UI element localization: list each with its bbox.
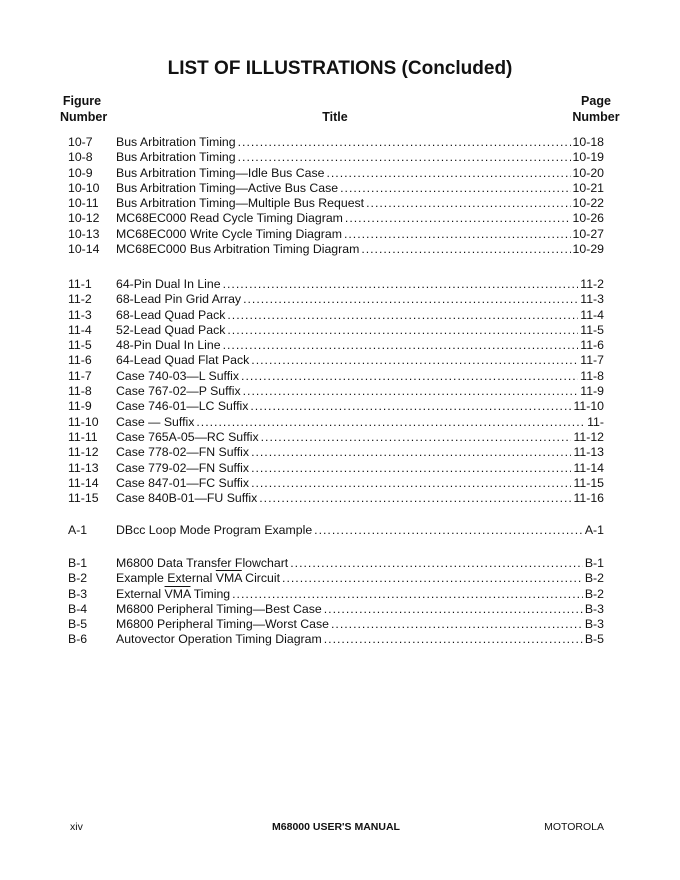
page-number: 11-9 [580,384,604,399]
figure-number: B-2 [68,571,88,586]
figure-group [68,135,604,257]
page-number: 11-2 [580,277,604,291]
dot-leader [232,587,583,602]
page-number: 11-16 [573,491,604,506]
toc-entry [68,369,604,384]
toc-entry [68,181,604,196]
toc-entry [68,384,604,399]
page-number: 11-4 [580,307,604,322]
page-number: 11-13 [573,445,604,460]
toc-entry [68,445,604,460]
toc-entry [68,491,604,506]
toc-entry [68,587,604,602]
toc-entry [68,617,604,632]
figure-number: 10-8 [68,150,93,165]
page-number: 11-10 [573,399,604,414]
figure-number: 11-6 [68,353,92,368]
toc-entry [68,150,604,165]
figure-number: 10-11 [68,196,99,211]
figure-title: MC68EC000 Read Cycle Timing Diagram [116,211,343,226]
figure-group [68,523,604,538]
page-title: LIST OF ILLUSTRATIONS (Concluded) [167,58,513,79]
figure-title: MC68EC000 Write Cycle Timing Diagram [116,226,342,241]
toc-entry [68,338,604,353]
dot-leader [290,556,583,571]
figure-title: 64-Pin Dual In Line [116,277,221,291]
dot-leader [241,369,578,384]
figure-number: 11-5 [68,338,92,353]
page-number: 11-6 [580,338,604,353]
dot-leader [314,523,583,538]
figure-title: 48-Pin Dual In Line [116,338,221,353]
figure-number: A-1 [68,523,88,537]
figure-number: 11-8 [68,384,92,399]
dot-leader [223,277,579,292]
dot-leader [251,476,571,491]
toc-entry [68,292,604,307]
dot-leader [238,150,571,165]
page-number: 10-18 [572,135,604,149]
page-number: 11-12 [573,429,604,444]
page-number: 11-7 [580,353,604,368]
toc-entry [68,135,604,150]
footer-brand: MOTOROLA [544,821,604,833]
figure-number: 11-12 [68,445,99,460]
page-number: B-2 [584,571,604,586]
page-number: 11-14 [573,460,604,475]
figure-number: B-4 [68,601,88,616]
footer-manual-title: M68000 USER'S MANUAL [272,821,400,833]
figure-title: 64-Lead Quad Flat Pack [116,353,250,368]
dot-leader [243,292,578,307]
toc-entry [68,399,604,414]
figure-number: B-1 [68,556,88,570]
figure-title: External $\overline{VMA}$ Timing [116,586,231,601]
figure-title: Bus Arbitration Timing—Active Bus Case [116,180,339,195]
toc-entry [68,308,604,323]
figure-title: 68-Lead Quad Pack [116,307,226,322]
figure-number: 11-7 [68,368,92,383]
figure-title: Example External $\overline{VMA}$ Circuit [116,571,281,586]
header-text: Page [581,94,611,108]
header-text: Number [572,110,620,124]
figure-number: B-5 [68,617,88,632]
figure-group [68,556,604,648]
toc-entry [68,430,604,445]
page-number-header [566,93,626,125]
dot-leader [250,399,571,414]
figure-title: Case — Suffix [116,414,195,429]
page-number: 11- [587,414,604,429]
figure-number: 11-9 [68,399,92,414]
figure-number: 10-14 [68,242,100,257]
page-number: 11-3 [580,292,604,307]
dot-leader [282,571,583,586]
figure-number: 11-2 [68,292,92,307]
figure-title: 52-Lead Quad Pack [116,322,226,337]
figure-number: 10-13 [68,226,100,241]
figure-number: B-3 [68,586,88,601]
dot-leader [366,196,570,211]
figure-number: 11-14 [68,475,99,490]
figure-group [68,277,604,506]
figure-title: Case 767-02—P Suffix [116,384,241,399]
figure-title: Case 778-02—FN Suffix [116,445,250,460]
toc-entry [68,166,604,181]
toc-entry [68,571,604,586]
figure-title: Bus Arbitration Timing [116,135,236,149]
dot-leader [227,323,578,338]
dot-leader [361,242,570,257]
dot-leader [238,135,571,150]
toc-entry [68,227,604,242]
dot-leader [261,430,572,445]
page-number: 11-15 [573,475,604,490]
header-text: Number [60,110,108,124]
figure-title: Bus Arbitration Timing—Multiple Bus Request [116,196,365,211]
toc-entry [68,632,604,647]
toc-entry [68,277,604,292]
page-number: 10-20 [572,165,604,180]
dot-leader [196,415,585,430]
figure-title: Bus Arbitration Timing [116,150,236,165]
dot-leader [331,617,583,632]
figure-number: 11-3 [68,307,92,322]
figure-title: M6800 Peripheral Timing—Worst Case [116,617,330,632]
dot-leader [223,338,579,353]
dot-leader [345,211,571,226]
toc-entry [68,461,604,476]
page-number: 10-19 [572,150,604,165]
page-number: 10-26 [572,211,604,226]
page-number: A-1 [584,523,604,537]
page-number: B-2 [584,586,604,601]
figure-title: M6800 Data Transfer Flowchart [116,556,289,570]
toc-entry [68,602,604,617]
toc-entry [68,196,604,211]
figure-title: M6800 Peripheral Timing—Best Case [116,601,322,616]
dot-leader [340,181,570,196]
page-number: B-3 [584,601,604,616]
dot-leader [324,632,583,647]
page-number: B-3 [584,617,604,632]
page-number: 10-27 [572,226,604,241]
toc-entry [68,211,604,226]
figure-title: Case 840B-01—FU Suffix [116,491,258,506]
dot-leader [251,353,578,368]
dot-leader [251,461,571,476]
figure-number: 11-10 [68,414,99,429]
dot-leader [243,384,579,399]
toc-entry [68,556,604,571]
figure-number: B-6 [68,632,88,647]
page-number: 10-22 [572,196,604,211]
figure-title: DBcc Loop Mode Program Example [116,523,313,537]
figure-title: Bus Arbitration Timing—Idle Bus Case [116,165,325,180]
dot-leader [344,227,571,242]
toc-entry [68,415,604,430]
dot-leader [326,166,570,181]
figure-number: 11-11 [68,429,98,444]
figure-title: Case 765A-05—RC Suffix [116,429,259,444]
page-number: 10-29 [572,242,604,257]
figure-number: 10-12 [68,211,100,226]
page-number: 11-8 [580,368,604,383]
figure-number: 10-10 [68,180,100,195]
figure-title: Case 740-03—L Suffix [116,368,240,383]
figure-number: 11-4 [68,322,92,337]
toc-entry [68,242,604,257]
title-header: Title [322,110,348,124]
overlined-signal: $\overline{VMA}$ [164,586,191,601]
page-number: B-5 [584,632,604,647]
dot-leader [324,602,583,617]
figure-number: 10-7 [68,135,93,149]
overlined-signal: $\overline{VMA}$ [215,571,242,586]
dot-leader [259,491,571,506]
figure-number: 10-9 [68,165,93,180]
figure-number: 11-13 [68,460,99,475]
toc-entry [68,523,604,538]
header-text: Figure [62,94,102,108]
footer-page-number: xiv [70,821,83,833]
dot-leader [251,445,571,460]
figure-title: Case 847-01—FC Suffix [116,475,250,490]
page-number: 11-5 [580,322,604,337]
figure-number: 11-1 [68,277,92,291]
toc-entry [68,353,604,368]
toc-entry [68,476,604,491]
figure-title: 68-Lead Pin Grid Array [116,292,242,307]
figure-number: 11-15 [68,491,99,506]
page-number: B-1 [584,556,604,570]
toc-entry [68,323,604,338]
figure-title: MC68EC000 Bus Arbitration Timing Diagram [116,242,360,257]
figure-title: Case 779-02—FN Suffix [116,460,250,475]
dot-leader [227,308,578,323]
figure-title: Autovector Operation Timing Diagram [116,632,322,647]
page-number: 10-21 [572,180,604,195]
figure-title: Case 746-01—LC Suffix [116,399,249,414]
